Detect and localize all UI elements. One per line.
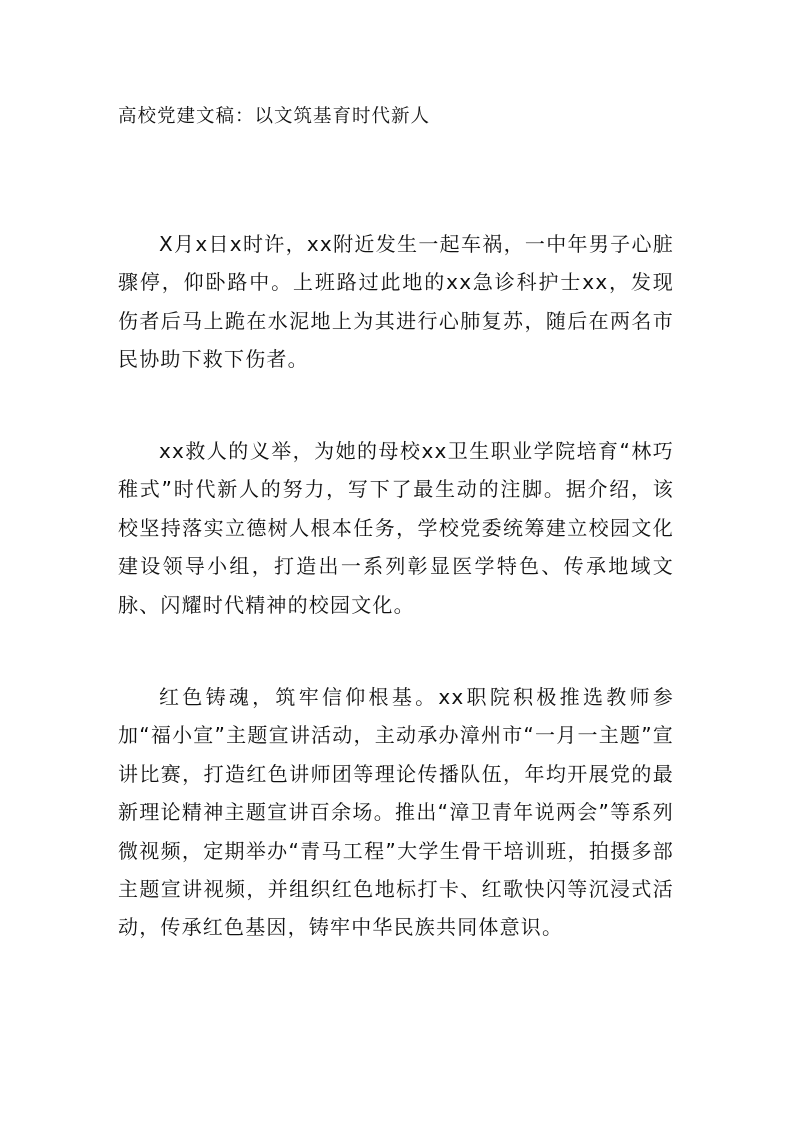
- paragraph-3: 红色铸魂，筑牢信仰根基。xx职院积极推选教师参加“福小宣”主题宣讲活动，主动承办漳州市“一月一主题”宣讲比赛，打造红色讲师团等理论传播队伍，年均开展党的最新理论精神主题宣讲百余场。推出“漳卫青年说两会”等系列微视频，定期举办“青马工程”大学生骨干培训班，拍摄多部主题宣讲视频，并组织红色地标打卡、红歌快闪等沉浸式活动，传承红色基因，铸牢中华民族共同体意识。: [118, 685, 674, 940]
- paragraph-1: X月x日x时许，xx附近发生一起车祸，一中年男子心脏骤停，仰卧路中。上班路过此地的xx急诊科护士xx，发现伤者后马上跪在水泥地上为其进行心肺复苏，随后在两名市民协助下救下伤者。: [118, 232, 674, 372]
- document-title: 高校党建文稿：以文筑基育时代新人: [118, 106, 431, 127]
- paragraph-2: xx救人的义举，为她的母校xx卫生职业学院培育“林巧稚式”时代新人的努力，写下了最生动的注脚。据介绍，该校坚持落实立德树人根本任务，学校党委统筹建立校园文化建设领导小组，打造出一系列彰显医学特色、传承地域文脉、闪耀时代精神的校园文化。: [118, 439, 674, 617]
